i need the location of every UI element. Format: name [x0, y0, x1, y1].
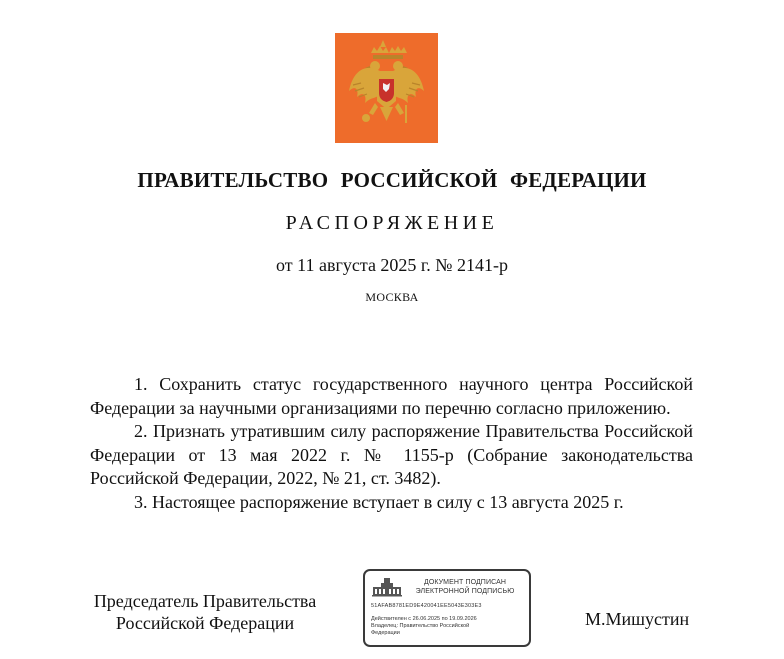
paragraph-2: 2. Признать утратившим силу распоряжение Правительства Российской Федерации от 13 мая 2022 г. № 1155-р (Собрание законодательства Российской Федерации, 2022, № 21, ст. 3482). — [90, 421, 693, 488]
stamp-heading-line-2: ЭЛЕКТРОННОЙ ПОДПИСЬЮ — [415, 587, 515, 595]
document-body — [90, 373, 693, 514]
government-building-icon — [371, 577, 403, 597]
stamp-heading-line-1: ДОКУМЕНТ ПОДПИСАН — [423, 579, 506, 586]
stamp-validity: Действителен с 26.06.2025 по 19.09.2026 — [371, 616, 477, 622]
coat-of-arms-emblem — [335, 33, 438, 143]
stamp-owner-line-2: Федерации — [371, 630, 400, 636]
government-title: ПРАВИТЕЛЬСТВО РОССИЙСКОЙ ФЕДЕРАЦИИ — [137, 168, 647, 192]
document-date-number: от 11 августа 2025 г. № 2141-р — [276, 255, 508, 275]
stamp-owner-line-1: Владелец: Правительство Российской — [371, 623, 470, 629]
signer-position — [70, 590, 340, 634]
stamp-certificate-number: 51AFAB8781ED9E420041EE5043E303E3 — [371, 603, 482, 609]
stamp-heading — [405, 579, 525, 596]
paragraph-1: 1. Сохранить статус государственного научного центра Российской Федерации за научными организациями по перечню согласно приложению. — [90, 374, 693, 418]
signer-position-line-1: Председатель Правительства — [93, 591, 317, 611]
signer-position-line-2: Российской Федерации — [115, 613, 295, 633]
electronic-signature-stamp — [363, 569, 531, 647]
signer-name: М.Мишустин — [585, 609, 690, 629]
double-headed-eagle-icon — [335, 33, 438, 143]
document-type: РАСПОРЯЖЕНИЕ — [285, 212, 499, 234]
document-city: МОСКВА — [365, 290, 419, 304]
paragraph-3: 3. Настоящее распоряжение вступает в силу с 13 августа 2025 г. — [134, 491, 624, 512]
